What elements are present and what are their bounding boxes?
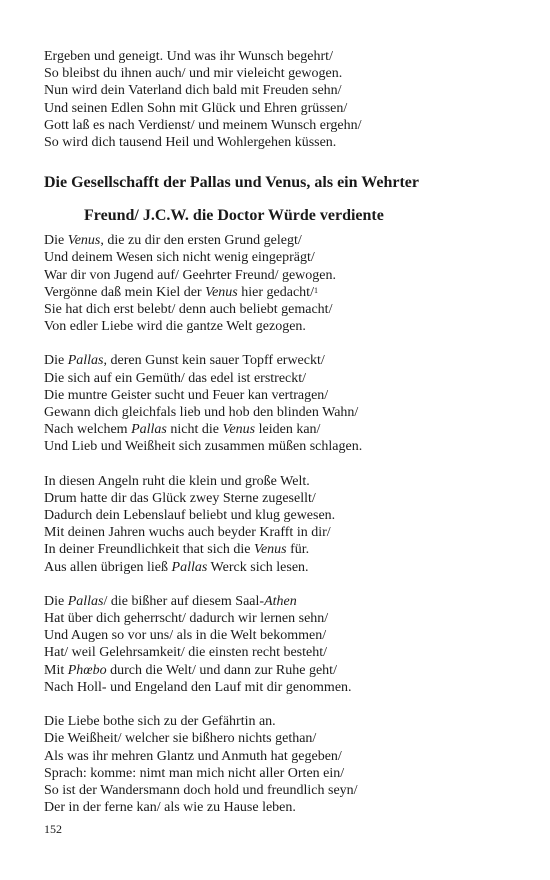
italic-name: Pallas — [131, 422, 167, 438]
verse-line: In diesen Angeln ruht die klein und große Welt. — [44, 473, 310, 489]
italic-name: Venus — [222, 422, 256, 438]
italic-name: Venus — [67, 233, 101, 249]
page-number: 152 — [44, 822, 62, 836]
verse-line: Gewann dich gleichfals lieb und hob den blinden Wahn/ — [44, 405, 359, 421]
text-run: / die bißher auf diesem Saal- — [103, 593, 265, 609]
stanza-5 — [44, 713, 514, 816]
verse-line — [44, 232, 514, 249]
verse-line: Und deinem Wesen sich nicht wenig eingeprägt/ — [44, 250, 315, 266]
text-run: nicht die — [166, 422, 223, 438]
stanza-2 — [44, 352, 514, 455]
closing-stanza-previous-poem — [44, 48, 514, 151]
text-run: In deiner Freundlichkeit that sich die — [44, 542, 254, 558]
footnote-marker: 1 — [313, 285, 318, 295]
verse-line: Und Lieb und Weißheit sich zusammen müßen schlagen. — [44, 439, 363, 455]
text-run: Mit — [44, 662, 68, 678]
text-run: Die — [44, 593, 68, 609]
verse-line: War dir von Jugend auf/ Geehrter Freund/ gewogen. — [44, 267, 337, 283]
verse-line: Und seinen Edlen Sohn mit Glück und Ehren grüssen/ — [44, 100, 348, 116]
text-run: hier gedacht/ — [237, 284, 314, 300]
text-run: für. — [286, 542, 310, 558]
verse-line: Und Augen so vor uns/ als in die Welt bekommen/ — [44, 628, 327, 644]
verse-line: Die sich auf ein Gemüth/ das edel ist erstreckt/ — [44, 370, 307, 386]
poem-title-line-1: Die Gesellschafft der Pallas und Venus, als ein Wehrter — [44, 174, 419, 192]
italic-name: Venus — [205, 284, 238, 300]
verse-line: Die Liebe bothe sich zu der Gefährtin an. — [44, 714, 276, 730]
verse-line — [44, 421, 514, 438]
verse-line: Drum hatte dir das Glück zwey Sterne zugesellt/ — [44, 490, 316, 506]
stanza-1 — [44, 232, 514, 335]
verse-line — [44, 284, 514, 301]
verse-line: Als was ihr mehren Glantz und Anmuth hat gegeben/ — [44, 748, 342, 764]
text-run: Nach welchem — [44, 422, 132, 438]
verse-line: Sprach: komme: nimt man mich nicht aller Orten ein/ — [44, 765, 345, 781]
verse-line: Ergeben und geneigt. Und was ihr Wunsch begehrt/ — [44, 49, 333, 64]
verse-line: Hat über dich geherrscht/ dadurch wir lernen sehn/ — [44, 611, 329, 627]
verse-line: Die Weißheit/ welcher sie bißhero nichts gethan/ — [44, 731, 317, 747]
verse-line: Hat/ weil Gelehrsamkeit/ die einsten recht besteht/ — [44, 645, 328, 661]
verse-line: So ist der Wandersmann doch hold und freundlich seyn/ — [44, 782, 358, 798]
text-run: , deren Gunst kein sauer Topff erweckt/ — [103, 353, 325, 369]
verse-line: So bleibst du ihnen auch/ und mir vieleicht gewogen. — [44, 66, 343, 82]
verse-line: Die muntre Geister sucht und Feuer kan vertragen/ — [44, 387, 329, 403]
text-run: Die — [44, 233, 68, 249]
stanza-4 — [44, 593, 514, 696]
text-run: Aus allen übrigen ließ — [44, 559, 172, 575]
poem-title-line-2: Freund/ J.C.W. die Doctor Würde verdiente — [84, 207, 384, 225]
text-run: Vergönne daß mein Kiel der — [44, 284, 206, 300]
verse-line — [44, 559, 514, 576]
verse-line: Dadurch dein Lebenslauf beliebt und klug gewesen. — [44, 508, 336, 524]
text-run: leiden kan/ — [255, 422, 321, 438]
verse-line — [44, 662, 514, 679]
verse-line: Mit deinen Jahren wuchs auch beyder Krafft in dir/ — [44, 525, 331, 541]
verse-line: Gott laß es nach Verdienst/ und meinem Wunsch ergehn/ — [44, 117, 362, 133]
verse-line: Der in der ferne kan/ als wie zu Hause leben. — [44, 800, 296, 816]
verse-line: Nach Holl- und Engeland den Lauf mit dir genommen. — [44, 679, 352, 695]
italic-name: Athen — [264, 593, 297, 609]
page-body — [44, 48, 514, 816]
text-run: , die zu dir den ersten Grund gelegt/ — [100, 233, 302, 249]
italic-name: Pallas — [67, 353, 104, 369]
verse-line — [44, 352, 514, 369]
verse-line: Sie hat dich erst belebt/ denn auch beliebt gemacht/ — [44, 302, 333, 318]
italic-name: Pallas — [171, 559, 208, 575]
italic-name: Phœbo — [67, 662, 107, 678]
stanza-3 — [44, 473, 514, 576]
verse-line: So wird dich tausend Heil und Wohlergehen küssen. — [44, 135, 337, 151]
text-run: Werck sich lesen. — [207, 559, 309, 575]
text-run: Die — [44, 353, 68, 369]
verse-line — [44, 541, 514, 558]
text-run: durch die Welt/ und dann zur Ruhe geht/ — [106, 662, 337, 678]
verse-line — [44, 593, 514, 610]
verse-line: Von edler Liebe wird die gantze Welt gezogen. — [44, 319, 306, 335]
italic-name: Pallas — [67, 593, 104, 609]
italic-name: Venus — [253, 542, 287, 558]
verse-line: Nun wird dein Vaterland dich bald mit Freuden sehn/ — [44, 83, 342, 99]
